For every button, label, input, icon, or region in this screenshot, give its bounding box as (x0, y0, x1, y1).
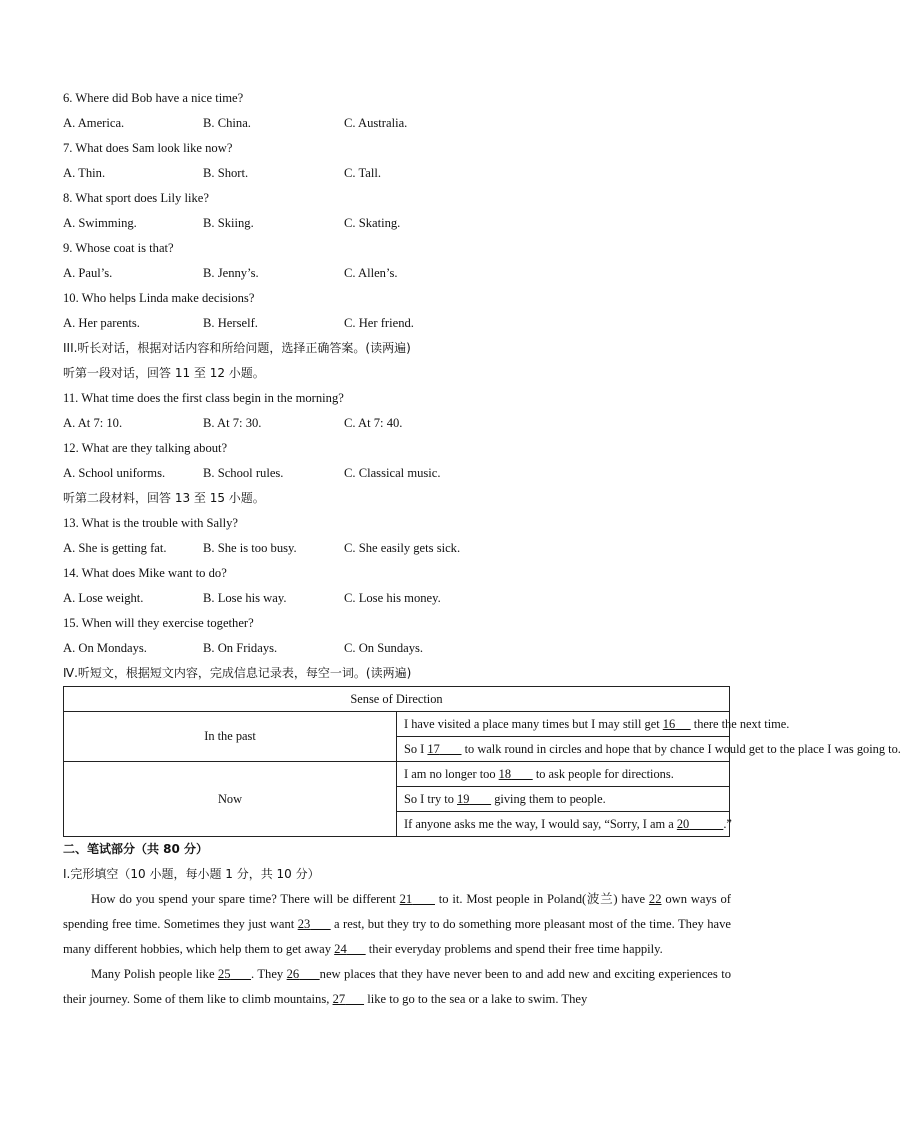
option-b[interactable]: B. Skiing. (203, 216, 254, 230)
answer-options (63, 411, 731, 436)
cloze-paragraph-2: Many Polish people like 25 . They 26 new places that they have never been to and add new and exciting experiences to their journey. Some of them like to climb mountains, 27 like to go to the sea or a lake to swim. They (63, 967, 731, 1006)
question-stem: 13. What is the trouble with Sally? (63, 516, 239, 530)
blank-19[interactable]: 19 (457, 791, 470, 806)
section-3-title: III.听长对话，根据对话内容和所给问题，选择正确答案。(读两遍) (63, 341, 411, 355)
option-c[interactable]: C. Lose his money. (344, 591, 441, 605)
dialog-1-intro: 听第一段对话，回答 11 至 12 小题。 (63, 366, 265, 380)
answer-options (63, 461, 731, 486)
answer-options (63, 211, 731, 236)
option-c[interactable]: C. She easily gets sick. (344, 541, 461, 555)
option-c[interactable]: C. On Sundays. (344, 641, 424, 655)
question-stem: 8. What sport does Lily like? (63, 191, 209, 205)
question-stem: 7. What does Sam look like now? (63, 141, 233, 155)
option-a[interactable]: A. School uniforms. (63, 466, 166, 480)
option-b[interactable]: B. Lose his way. (203, 591, 287, 605)
question-stem: 15. When will they exercise together? (63, 616, 254, 630)
answer-options (63, 536, 731, 561)
section-4-title: Ⅳ.听短文，根据短文内容，完成信息记录表，每空一词。(读两遍) (63, 666, 412, 680)
answer-options (63, 311, 731, 336)
exam-page (63, 86, 901, 1012)
answer-options (63, 161, 731, 186)
option-b[interactable]: B. She is too busy. (203, 541, 297, 555)
question-stem: 11. What time does the first class begin in the morning? (63, 391, 344, 405)
blank-21[interactable]: 21 (399, 892, 413, 906)
question-stem: 10. Who helps Linda make decisions? (63, 291, 255, 305)
blank-17[interactable]: 17 (427, 741, 440, 756)
blank-26[interactable]: 26 (286, 967, 300, 981)
option-b[interactable]: B. On Fridays. (203, 641, 278, 655)
table-row: So I 17 to walk round in circles and hope that by chance I would get to the place I was going to. (397, 737, 730, 762)
blank-18[interactable]: 18 (498, 766, 512, 781)
blank-24[interactable]: 24 (334, 942, 347, 956)
option-b[interactable]: B. China. (203, 116, 251, 130)
answer-options (63, 586, 731, 611)
table-row: I am no longer too 18 to ask people for directions. (397, 762, 730, 787)
answer-options (63, 261, 731, 286)
option-a[interactable]: A. America. (63, 116, 125, 130)
table-heading: Sense of Direction (64, 687, 730, 712)
option-c[interactable]: C. Classical music. (344, 466, 441, 480)
option-b[interactable]: B. At 7: 30. (203, 416, 262, 430)
option-a[interactable]: A. On Mondays. (63, 641, 147, 655)
blank-25[interactable]: 25 (217, 967, 231, 981)
table-row: So I try to 19 giving them to people. (397, 787, 730, 812)
option-b[interactable]: B. School rules. (203, 466, 284, 480)
part-2-title: 二、笔试部分（共 80 分） (63, 842, 209, 856)
answer-options (63, 111, 731, 136)
cloze-title: Ⅰ.完形填空（10 小题，每小题 1 分，共 10 分） (63, 867, 320, 881)
option-a[interactable]: A. Thin. (63, 166, 106, 180)
cloze-passage (63, 887, 731, 1012)
option-a[interactable]: A. At 7: 10. (63, 416, 123, 430)
option-c[interactable]: C. Her friend. (344, 316, 414, 330)
option-a[interactable]: A. Lose weight. (63, 591, 144, 605)
table-row: If anyone asks me the way, I would say, “Sorry, I am a 20 .” (397, 812, 730, 837)
option-a[interactable]: A. She is getting fat. (63, 541, 167, 555)
info-record-table (63, 686, 901, 837)
answer-options (63, 636, 731, 661)
option-a[interactable]: A. Her parents. (63, 316, 140, 330)
dialog-2-intro: 听第二段材料，回答 13 至 15 小题。 (63, 491, 265, 505)
blank-16[interactable]: 16 (662, 716, 676, 731)
blank-27[interactable]: 27 (332, 992, 346, 1006)
option-c[interactable]: C. Allen’s. (344, 266, 398, 280)
question-stem: 14. What does Mike want to do? (63, 566, 227, 580)
question-stem: 12. What are they talking about? (63, 441, 228, 455)
option-b[interactable]: B. Short. (203, 166, 249, 180)
blank-22[interactable]: 22 (648, 892, 662, 906)
table-row: I have visited a place many times but I may still get 16 there the next time. (397, 712, 730, 737)
option-b[interactable]: B. Jenny’s. (203, 266, 259, 280)
label-in-the-past: In the past (64, 712, 397, 762)
option-b[interactable]: B. Herself. (203, 316, 258, 330)
option-a[interactable]: A. Paul’s. (63, 266, 113, 280)
listening-questions-13-15 (63, 511, 731, 661)
option-a[interactable]: A. Swimming. (63, 216, 137, 230)
option-c[interactable]: C. Skating. (344, 216, 401, 230)
question-stem: 9. Whose coat is that? (63, 241, 174, 255)
blank-23[interactable]: 23 (297, 917, 311, 931)
question-stem: 6. Where did Bob have a nice time? (63, 91, 244, 105)
listening-questions-11-12 (63, 386, 731, 486)
label-now: Now (64, 762, 397, 837)
option-c[interactable]: C. Australia. (344, 116, 408, 130)
cloze-paragraph-1: How do you spend your spare time? There will be different 21 to it. Most people in Poland(波兰) have 22 own ways of spending free time. Sometimes they just want 23 a rest, but they try to do something more pleasant most of the time. They have many different hobbies, which help them to get away 24 their everyday problems and spend their free time happily. (63, 892, 731, 956)
listening-questions-6-10 (63, 86, 731, 336)
blank-20[interactable]: 20 (676, 816, 690, 831)
option-c[interactable]: C. Tall. (344, 166, 382, 180)
option-c[interactable]: C. At 7: 40. (344, 416, 403, 430)
